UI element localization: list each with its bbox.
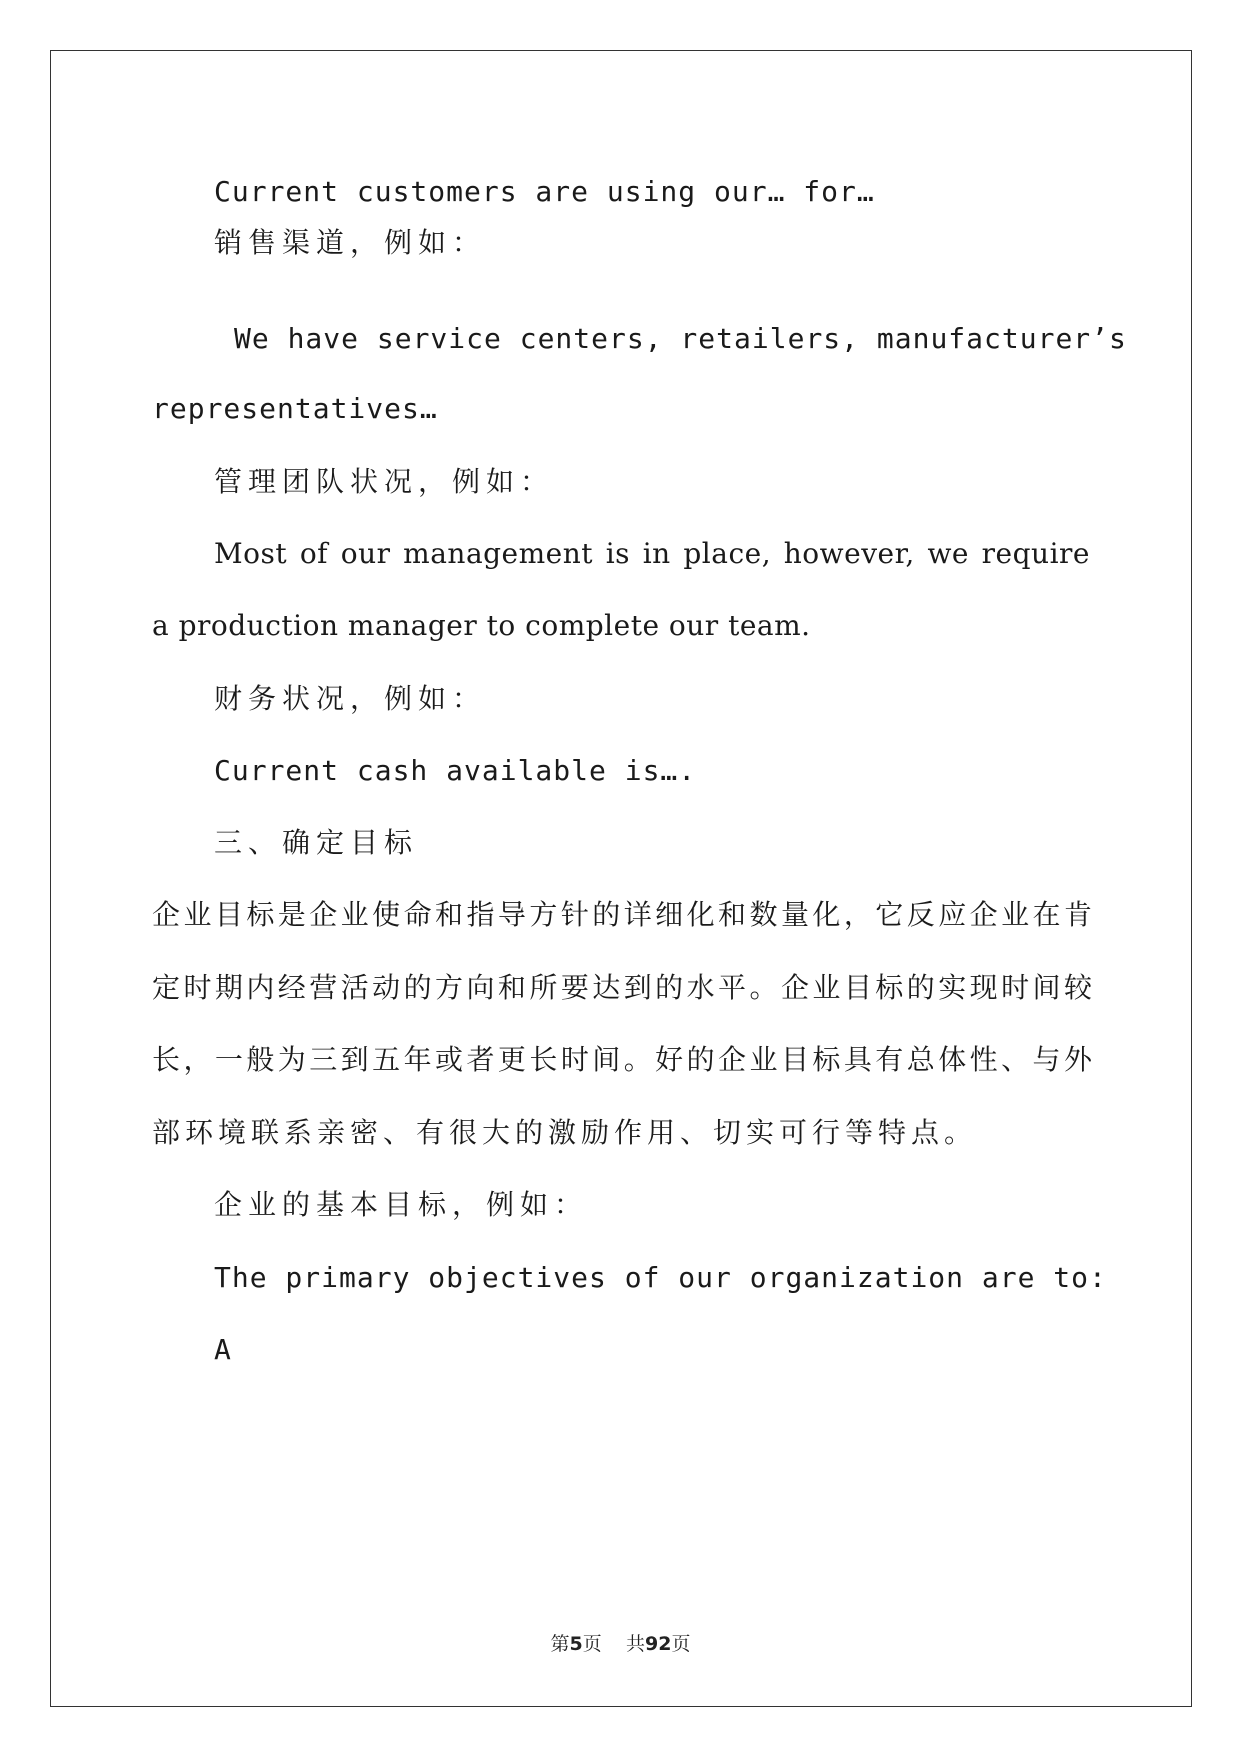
footer-page-number: 5 [569,1633,583,1655]
text-line: representatives… [152,392,438,425]
text-line: 财务状况，例如： [214,682,487,715]
section-heading: 三、确定目标 [214,826,419,859]
text-line: 长，一般为三到五年或者更长时间。好的企业目标具有总体性、与外 [152,1043,1092,1076]
text-line: Current cash available is…. [214,754,697,787]
text-line: We have service centers, retailers, manufacturer’s [234,322,1127,355]
text-line: 部环境联系亲密、有很大的激励作用、切实可行等特点。 [152,1116,978,1149]
page-border [50,50,1192,1707]
text-line: 企业目标是企业使命和指导方针的详细化和数量化，它反应企业在肯 [152,898,1092,931]
text-line: 企业的基本目标，例如： [214,1188,589,1221]
text-line: 销售渠道，例如： [214,226,487,259]
page-footer [0,1629,1241,1656]
footer-total-suffix: 页 [671,1633,691,1655]
footer-prefix: 第 [550,1633,570,1655]
text-line: Current customers are using our… for… [214,175,875,208]
text-line: The primary objectives of our organization are to: [214,1261,1107,1294]
footer-page-suffix: 页 [582,1633,602,1655]
text-line: 定时期内经营活动的方向和所要达到的水平。企业目标的实现时间较 [152,971,1092,1004]
text-line: A [214,1333,232,1366]
footer-total-prefix: 共 [625,1633,645,1655]
text-line: a production manager to complete our team. [152,609,811,642]
footer-total-pages: 92 [644,1633,672,1655]
text-line: 管理团队状况，例如： [214,465,555,498]
text-line: Most of our management is in place, however, we require [214,537,1090,570]
